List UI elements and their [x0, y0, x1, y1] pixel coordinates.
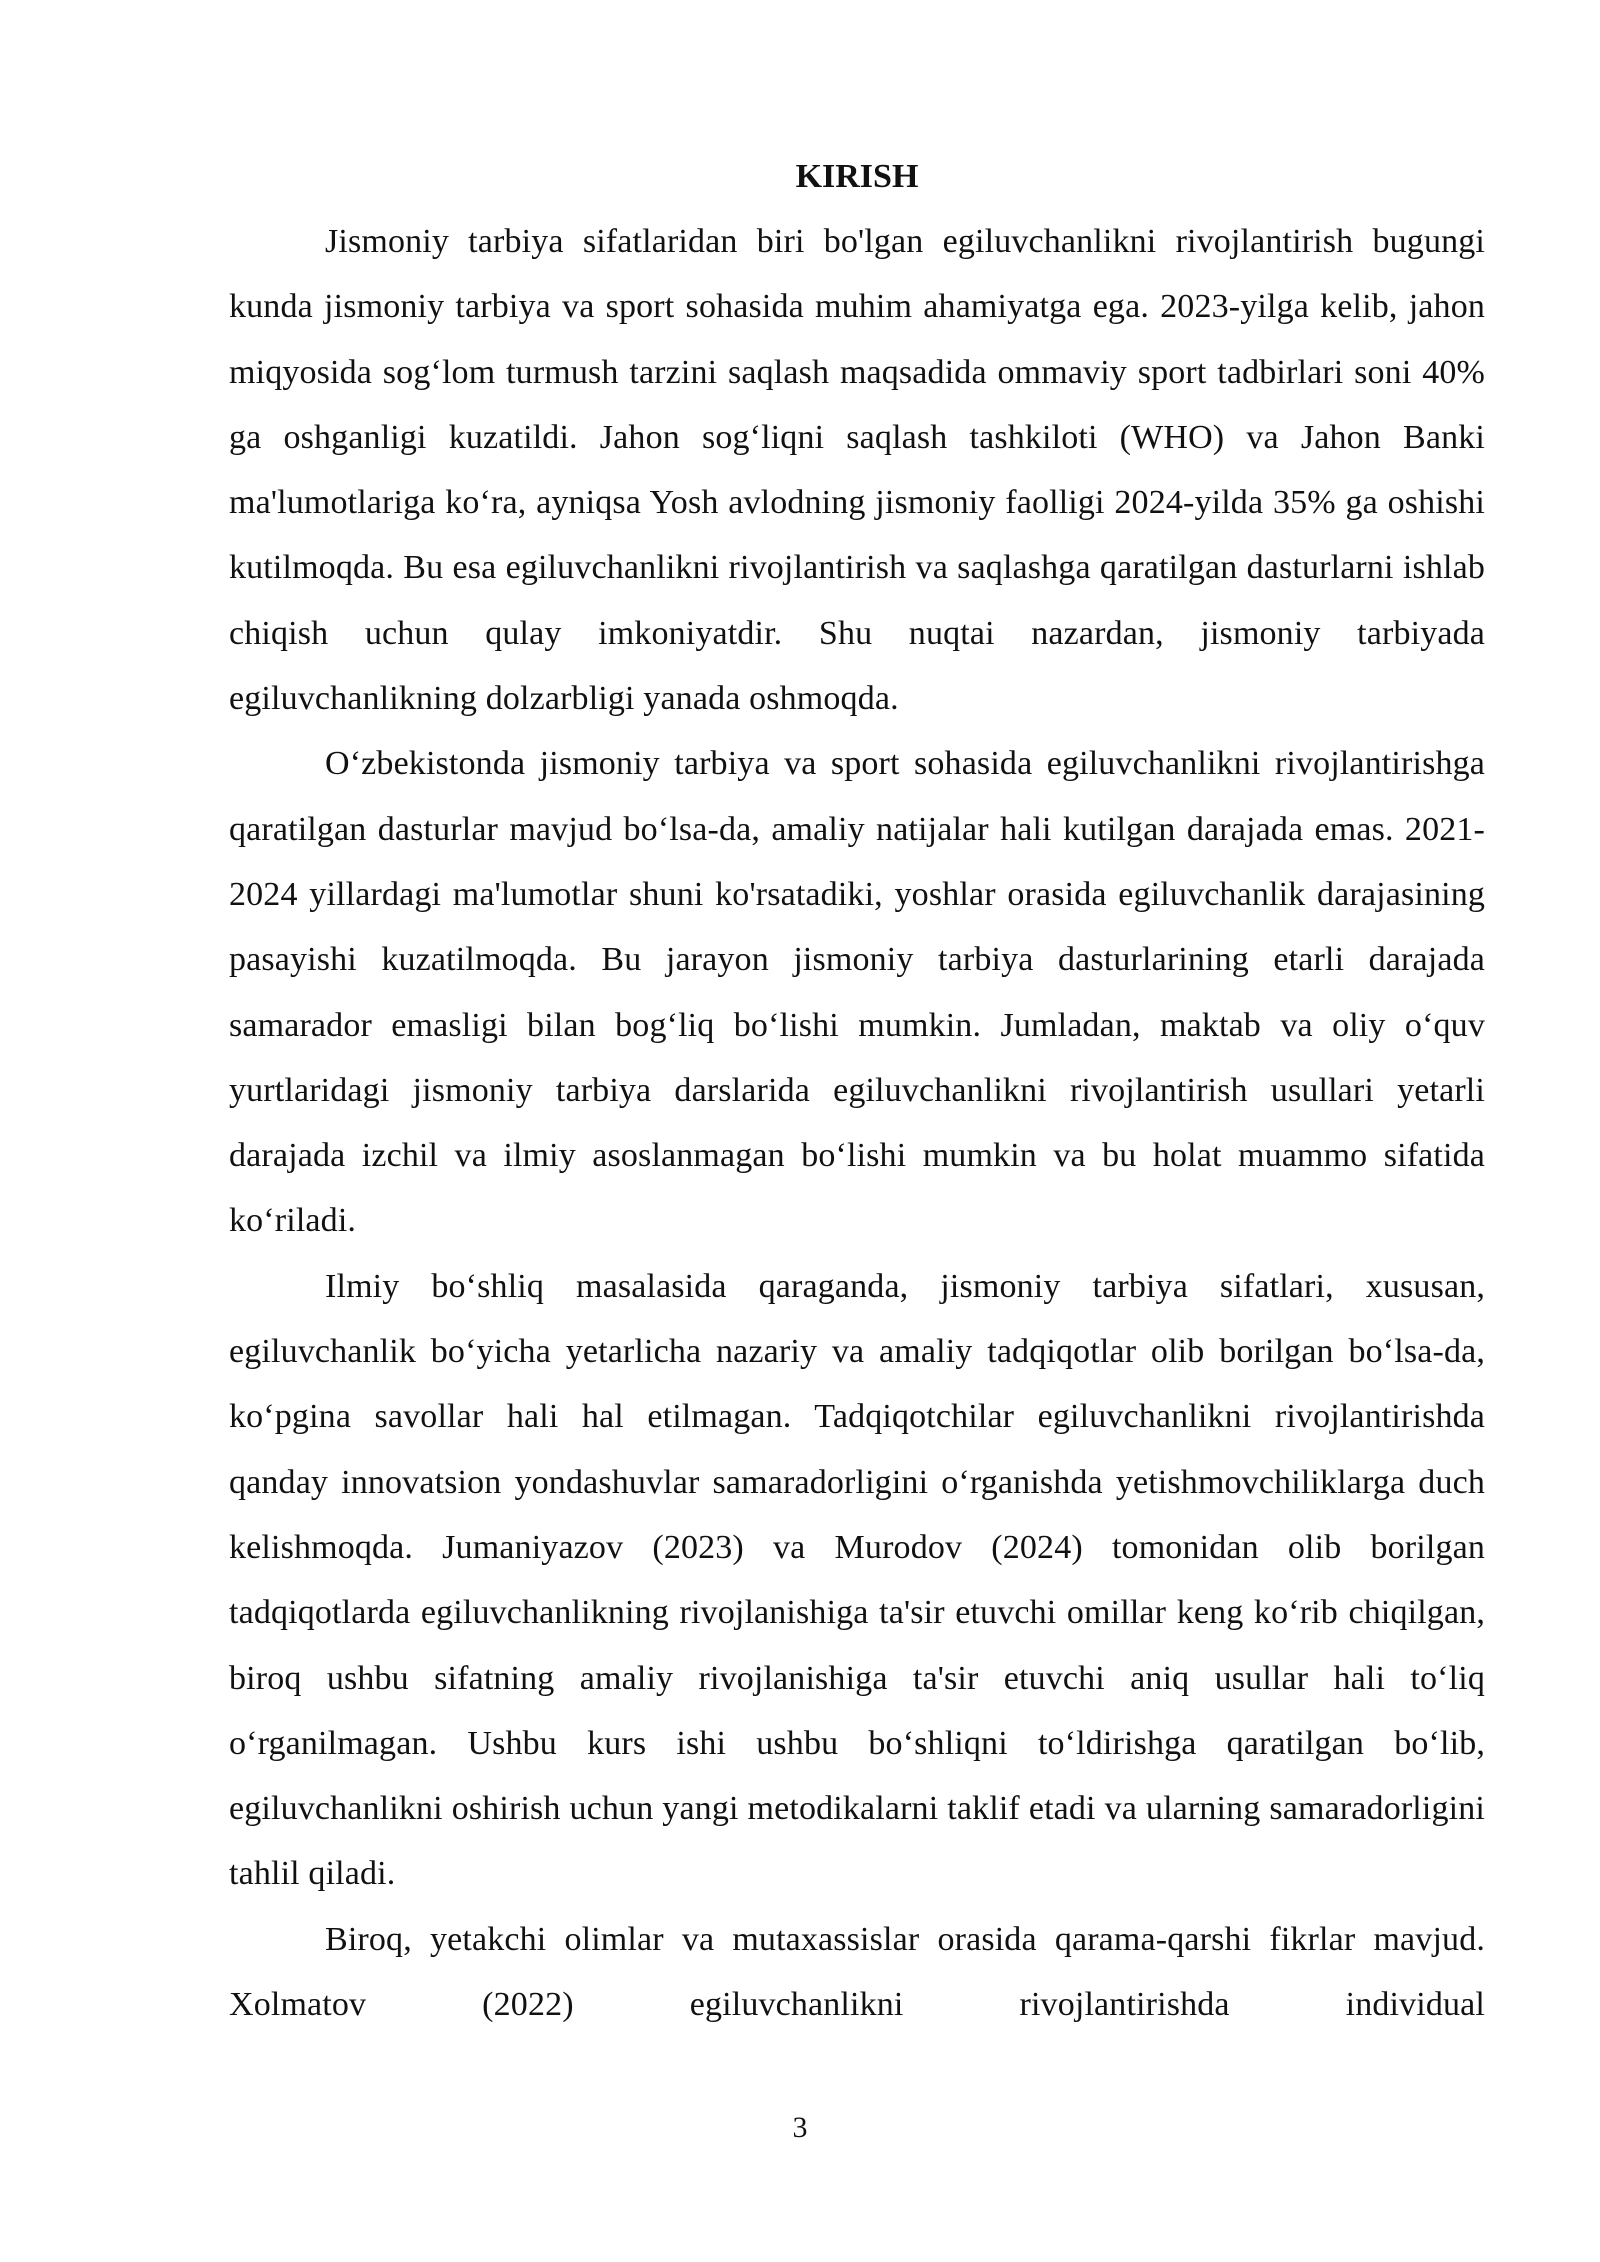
paragraph-4: Biroq, yetakchi olimlar va mutaxassislar orasida qarama-qarshi fikrlar mavjud. Xolmatov (2022) egiluvchanlikni rivojlantirishda individual: [229, 1920, 1485, 2024]
paragraph-1: Jismoniy tarbiya sifatlaridan biri bo'lgan egiluvchanlikni rivojlantirish bugungi kunda jismoniy tarbiya va sport sohasida muhim ahamiyatga ega. 2023-yilga kelib, jahon miqyosida sog‘lom turmush tarzini saqlash maqsadida ommaviy sport tadbirlari soni 40% ga oshganligi kuzatildi. Jahon sog‘liqni saqlash tashkiloti (WHO) va Jahon Banki ma'lumotlariga ko‘ra, ayniqsa Yosh avlodning jismoniy faolligi 2024-yilda 35% ga oshishi kutilmoqda. Bu esa egiluvchanlikni rivojlantirish va saqlashga qaratilgan dasturlarni ishlab chiqish uchun qulay imkoniyatdir. Shu nuqtai nazardan, jismoniy tarbiyada egiluvchanlikning dolzarbligi yanada oshmoqda.: [229, 223, 1485, 718]
paragraph-2: O‘zbekistonda jismoniy tarbiya va sport sohasida egiluvchanlikni rivojlantirishga qaratilgan dasturlar mavjud bo‘lsa-da, amaliy natijalar hali kutilgan darajada emas. 2021-2024 yillardagi ma'lumotlar shuni ko'rsatadiki, yoshlar orasida egiluvchanlik darajasining pasayishi kuzatilmoqda. Bu jarayon jismoniy tarbiya dasturlarining etarli darajada samarador emasligi bilan bog‘liq bo‘lishi mumkin. Jumladan, maktab va oliy o‘quv yurtlaridagi jismoniy tarbiya darslarida egiluvchanlikni rivojlantirish usullari yetarli darajada izchil va ilmiy asoslanmagan bo‘lishi mumkin va bu holat muammo sifatida ko‘riladi.: [229, 745, 1485, 1240]
page-number: 3: [792, 2111, 808, 2144]
paragraph-3: Ilmiy bo‘shliq masalasida qaraganda, jismoniy tarbiya sifatlari, xususan, egiluvchanlik bo‘yicha yetarlicha nazariy va amaliy tadqiqotlar olib borilgan bo‘lsa-da, ko‘pgina savollar hali hal etilmagan. Tadqiqotchilar egiluvchanlikni rivojlantirishda qanday innovatsion yondashuvlar samaradorligini o‘rganishda yetishmovchiliklarga duch kelishmoqda. Jumaniyazov (2023) va Murodov (2024) tomonidan olib borilgan tadqiqotlarda egiluvchanlikning rivojlanishiga ta'sir etuvchi omillar keng ko‘rib chiqilgan, biroq ushbu sifatning amaliy rivojlanishiga ta'sir etuvchi aniq usullar hali to‘liq o‘rganilmagan. Ushbu kurs ishi ushbu bo‘shliqni to‘ldirishga qaratilgan bo‘lib, egiluvchanlikni oshirish uchun yangi metodikalarni taklif etadi va ularning samaradorligini tahlil qiladi.: [229, 1267, 1485, 1893]
body-text: [229, 209, 1485, 2037]
section-heading: KIRISH: [795, 158, 919, 195]
